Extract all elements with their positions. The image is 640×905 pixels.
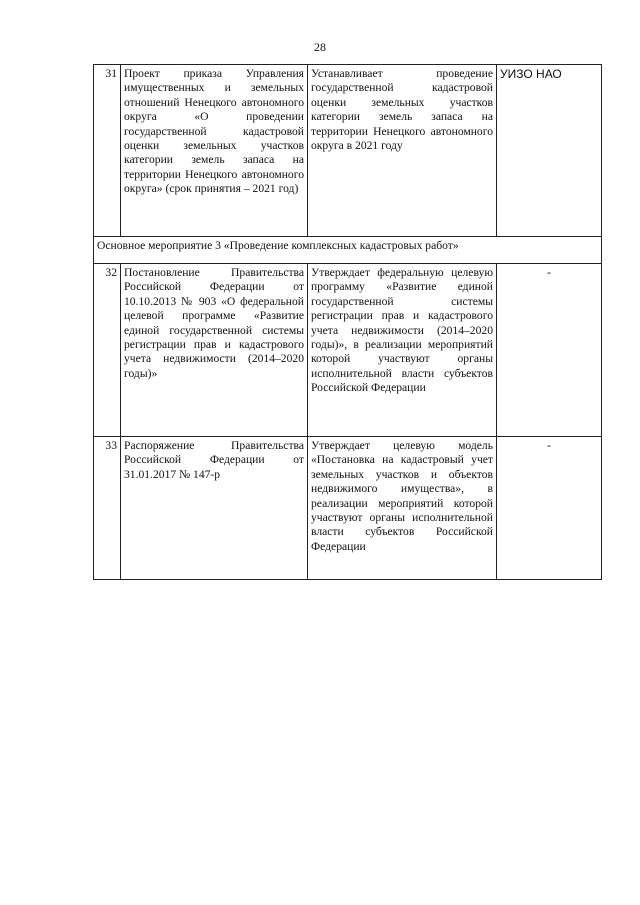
responsible-cell: - [497,437,602,580]
section-row [94,237,602,264]
page-number: 28 [314,40,326,54]
description-cell: Устанавливает проведение государственной кадастровой оценки земельных участков категории земель запаса на территории Ненецкого автономного округа в 2021 году [308,65,497,237]
table-row [94,264,602,437]
responsible-cell: УИЗО НАО [497,65,602,237]
description-cell: Утверждает целевую модель «Постановка на кадастровый учет земельных участков и объектов недвижимого имущества», в реализации мероприятий которой участвуют органы исполнительной власти субъектов Российской Федерации [308,437,497,580]
responsible-cell: - [497,264,602,437]
row-number: 33 [94,437,121,580]
measures-table [93,64,602,580]
row-number: 31 [94,65,121,237]
table-row [94,65,602,237]
table-row [94,437,602,580]
document-cell: Распоряжение Правительства Российской Федерации от 31.01.2017 № 147-р [121,437,308,580]
document-cell: Постановление Правительства Российской Федерации от 10.10.2013 № 903 «О федеральной целевой программе «Развитие единой государственной системы регистрации прав и кадастрового учета недвижимости (2014–2020 годы)» [121,264,308,437]
document-cell: Проект приказа Управления имущественных и земельных отношений Ненецкого автономного округа «О проведении государственной кадастровой оценки земельных участков категории земель запаса на территории Ненецкого автономного округа» (срок принятия – 2021 год) [121,65,308,237]
section-title: Основное мероприятие 3 «Проведение комплексных кадастровых работ» [94,237,602,264]
row-number: 32 [94,264,121,437]
description-cell: Утверждает федеральную целевую программу «Развитие единой государственной системы регистрации прав и кадастрового учета недвижимости (2014–2020 годы)», в реализации мероприятий которой участвуют органы исполнительной власти субъектов Российской Федерации [308,264,497,437]
